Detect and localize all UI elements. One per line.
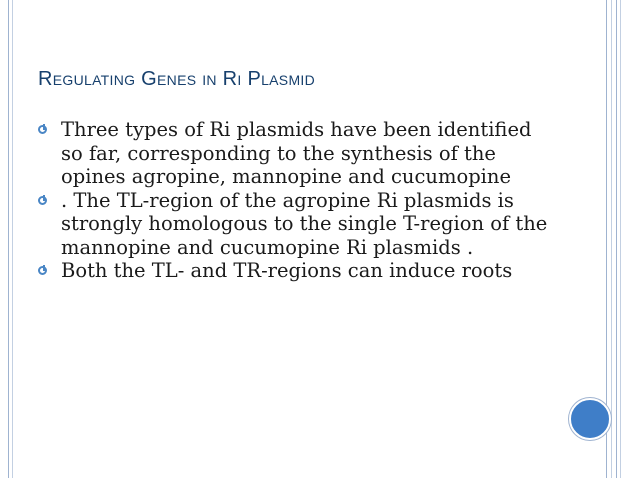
right-border-line	[620, 0, 621, 478]
left-border-line	[8, 0, 9, 478]
right-border-line	[616, 0, 617, 478]
blue-circle-icon	[569, 398, 611, 440]
bullet-text: Both the TL- and TR-regions can induce roots	[61, 259, 513, 282]
ring-bullet-icon	[38, 125, 47, 134]
ring-bullet-icon	[38, 266, 47, 275]
left-border-line	[12, 0, 13, 478]
bullet-text: Three types of Ri plasmids have been identified so far, corresponding to the synthesis of the opines agropine, mannopine and cucumopine	[61, 118, 532, 188]
bullet-item	[38, 118, 558, 189]
ring-bullet-icon	[38, 196, 47, 205]
bullet-list	[38, 118, 558, 283]
bullet-text: . The TL-region of the agropine Ri plasmids is strongly homologous to the single T-region of the mannopine and cucumopine Ri plasmids .	[61, 188, 548, 259]
right-border-line	[611, 0, 612, 478]
bullet-item	[38, 189, 558, 260]
bullet-item	[38, 259, 558, 283]
slide-title: Regulating Genes in Ri Plasmid	[38, 68, 316, 90]
